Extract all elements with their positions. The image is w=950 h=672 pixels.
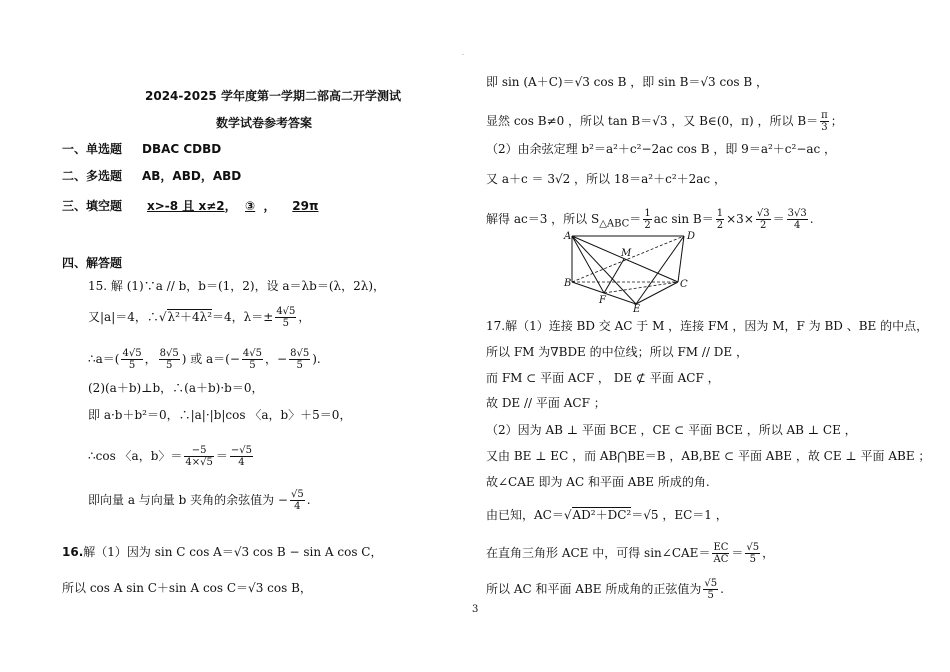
label-A: A (564, 231, 572, 242)
q17-text: 在直角三角形 ACE 中，可得 sin∠CAE＝ (486, 546, 711, 560)
q17-text: 所以 AC 和平面 ABE 所成角的正弦值为 (486, 582, 702, 596)
q15-line-4: (2)(a＋b)⊥b，∴(a＋b)·b＝0， (88, 381, 264, 395)
section-solution-label: 四、解答题 (62, 256, 123, 270)
denominator: 5 (707, 590, 714, 601)
section-multi-choice-label: 二、多选题 (62, 169, 123, 183)
denominator: 4 (793, 220, 801, 231)
q17-line-5: （2）因为 AB ⊥ 平面 BCE ，CE ⊂ 平面 BCE ，所以 AB ⊥ CE ， (486, 423, 857, 437)
section-single-choice-label: 一、单选题 (62, 142, 123, 156)
q15-text: ＝4，λ＝± (212, 310, 274, 324)
denominator: 2 (760, 220, 767, 231)
q17-line-7: 故∠CAE 即为 AC 和平面 ABE 所成的角. (486, 475, 710, 489)
q15-line-5: 即 a·b＋b²＝0，∴|a|·|b|cos 〈a，b〉＋5＝0， (88, 408, 352, 422)
q16-text: 显然 cos B≠0 ，所以 tan B＝√3 ，又 B∈(0，π) ，所以 B＝ (486, 114, 819, 128)
q15-text: ＝ (215, 449, 228, 463)
q16-subscript: △ABC (599, 218, 630, 230)
page-number: 3 (472, 604, 479, 615)
q15-text: 又|a|＝4，∴ (88, 310, 159, 324)
denominator: 5 (749, 554, 756, 565)
q15-fraction (121, 348, 142, 371)
label-E: E (633, 304, 641, 315)
q17-text: ， (762, 546, 775, 560)
numerator: 4√5 (276, 306, 296, 317)
q17-line-8: 由已知，AC＝√AD²＋DC²＝√5 ，EC＝1 ， (486, 508, 728, 522)
q16-text: . (809, 212, 814, 226)
q16-text: ＝ (772, 212, 785, 226)
numerator: EC (713, 542, 729, 553)
q16-text: ×3× (726, 212, 754, 226)
fill-blank-answer-1: x>-8 且 x≠2 (147, 199, 225, 213)
q15-text: ). (312, 352, 321, 366)
geometry-figure (564, 230, 706, 315)
q16-cont-line-5 (486, 208, 814, 231)
fill-blank-answers (147, 200, 318, 212)
denominator: 4 (238, 457, 245, 468)
q16-cont-line-3: （2）由余弦定理 b²＝a²＋c²−2ac cos B ，即 9＝a²＋c²−ac ， (486, 142, 837, 156)
q15-fraction (275, 306, 296, 329)
label-D: D (687, 231, 696, 242)
q15-line-6 (88, 445, 255, 468)
q17-text: ＝ (731, 546, 744, 560)
q17-line-1: 17.解（1）连接 BD 交 AC 于 M ，连接 FM ，因为 M，F 为 BD 、BE 的中点， (486, 319, 929, 333)
denominator: 5 (296, 360, 303, 371)
q16-text: 解（1）因为 sin C cos A＝√3 cos B − sin A cos C， (83, 545, 383, 559)
numerator: √5 (704, 578, 718, 589)
q17-text: . (720, 582, 724, 596)
q17-line-9 (486, 542, 774, 565)
q17-text: 由已知，AC＝ (486, 508, 564, 522)
q16-fraction (716, 208, 724, 231)
section-single-choice-answer: DBAC CDBD (142, 142, 222, 156)
q16-text: ； (830, 114, 843, 128)
q15-text: . (306, 493, 311, 507)
q17-fraction (745, 542, 760, 565)
denominator: 2 (716, 220, 724, 231)
q15-text: ∴a＝( (88, 352, 120, 366)
q17-text: ＝√5 ，EC＝1 ， (631, 508, 728, 522)
q16-number: 16. (62, 545, 84, 559)
q15-fraction (184, 445, 213, 468)
q15-line-3 (88, 348, 321, 371)
q15-fraction (242, 348, 263, 371)
numerator: √5 (290, 489, 304, 500)
q16-text: ＝ (629, 212, 642, 226)
q15-text: ，− (265, 352, 288, 366)
q17-radicand: AD²＋DC² (572, 508, 632, 522)
q16-text: 解得 ac＝3 ，所以 S (486, 212, 600, 226)
q15-line-2: 又|a|＝4，∴√λ²＋4λ²＝4，λ＝± $\frac{4√5}{5}$ ， (88, 306, 311, 329)
q15-fraction (230, 445, 253, 468)
q15-line-1: 15. 解 (1)∵a // b，b＝(1，2)，设 a＝λb＝(λ，2λ)， (88, 279, 386, 293)
q17-line-4: 故 DE // 平面 ACF ； (486, 396, 606, 410)
q16-fraction (643, 208, 651, 231)
document-title: 2024-2025 学年度第一学期二部高二开学测试 (145, 89, 401, 103)
q15-fraction (290, 489, 305, 512)
q16-fraction (756, 208, 771, 231)
q17-fraction (703, 578, 718, 601)
q17-line-2: 所以 FM 为∇BDE 的中位线；所以 FM // DE ， (486, 345, 748, 359)
denominator: 4×√5 (185, 457, 213, 468)
q15-text: ∴cos 〈a，b〉＝ (88, 449, 183, 463)
q17-fraction (712, 542, 729, 565)
top-dot: · (462, 52, 464, 59)
label-B: B (564, 278, 572, 289)
section-fill-blank-label: 三、填空题 (62, 199, 123, 213)
denominator: 5 (128, 360, 136, 371)
q15-fraction (289, 348, 310, 371)
denominator: 5 (165, 360, 173, 371)
numerator: 1 (716, 208, 724, 219)
q16-fraction (787, 208, 808, 231)
numerator: √3 (756, 208, 770, 219)
fill-blank-sep: ， (263, 199, 276, 213)
q17-line-10 (486, 578, 724, 601)
document-subtitle: 数学试卷参考答案 (216, 116, 313, 130)
denominator: 4 (294, 501, 301, 512)
q16-cont-line-4: 又 a＋c ＝ 3√2 ，所以 18＝a²＋c²＋2ac ， (486, 172, 726, 186)
denominator: 5 (249, 360, 256, 371)
edge-CE (636, 282, 678, 304)
numerator: 3√3 (787, 208, 807, 219)
numerator: 8√5 (290, 348, 310, 359)
denominator: 2 (644, 220, 651, 231)
fill-blank-answer-2: ③ (245, 199, 256, 213)
q16-cont-line-1: 即 sin (A＋C)＝√3 cos B ，即 sin B＝√3 cos B ， (486, 75, 769, 89)
label-F: F (599, 295, 606, 306)
numerator: −√5 (230, 445, 253, 456)
q15-text: ， (144, 352, 157, 366)
section-multi-choice-answer: AB，ABD，ABD (142, 169, 242, 183)
denominator: 3 (821, 122, 828, 133)
q15-radicand: λ²＋4λ² (167, 310, 213, 324)
numerator: π (821, 110, 828, 121)
label-M: M (621, 248, 632, 259)
q15-line-7 (88, 489, 311, 512)
q16-fraction (820, 110, 829, 133)
numerator: 1 (644, 208, 651, 219)
numerator: 4√5 (242, 348, 263, 359)
q17-line-3: 而 FM ⊂ 平面 ACF ， DE ⊄ 平面 ACF ， (486, 371, 720, 385)
fill-blank-sep: ， (224, 199, 237, 213)
q17-line-6: 又由 BE ⊥ EC ，而 AB⋂BE＝B ，AB,BE ⊂ 平面 ABE ，故 CE ⊥ 平面 ABE ； (486, 449, 931, 463)
numerator: 8√5 (159, 348, 179, 359)
q16-text: ac sin B＝ (653, 212, 714, 226)
numerator: −5 (184, 445, 213, 457)
q16-cont-line-2 (486, 110, 843, 133)
edge-AE (572, 236, 636, 304)
numerator: √5 (746, 542, 760, 553)
fill-blank-answer-3: 29π (292, 199, 319, 213)
q15-text: ) 或 a＝(− (181, 352, 240, 366)
q15-fraction (159, 348, 180, 371)
q15-text: 即向量 a 与向量 b 夹角的余弦值为 − (88, 493, 288, 507)
denominator: 5 (282, 318, 290, 329)
denominator: AC (713, 554, 729, 565)
label-C: C (680, 279, 688, 290)
numerator: 4√5 (122, 348, 142, 359)
q16-line-2: 所以 cos A sin C＋sin A cos C＝√3 cos B， (62, 581, 312, 595)
q16-line-1 (62, 546, 382, 558)
